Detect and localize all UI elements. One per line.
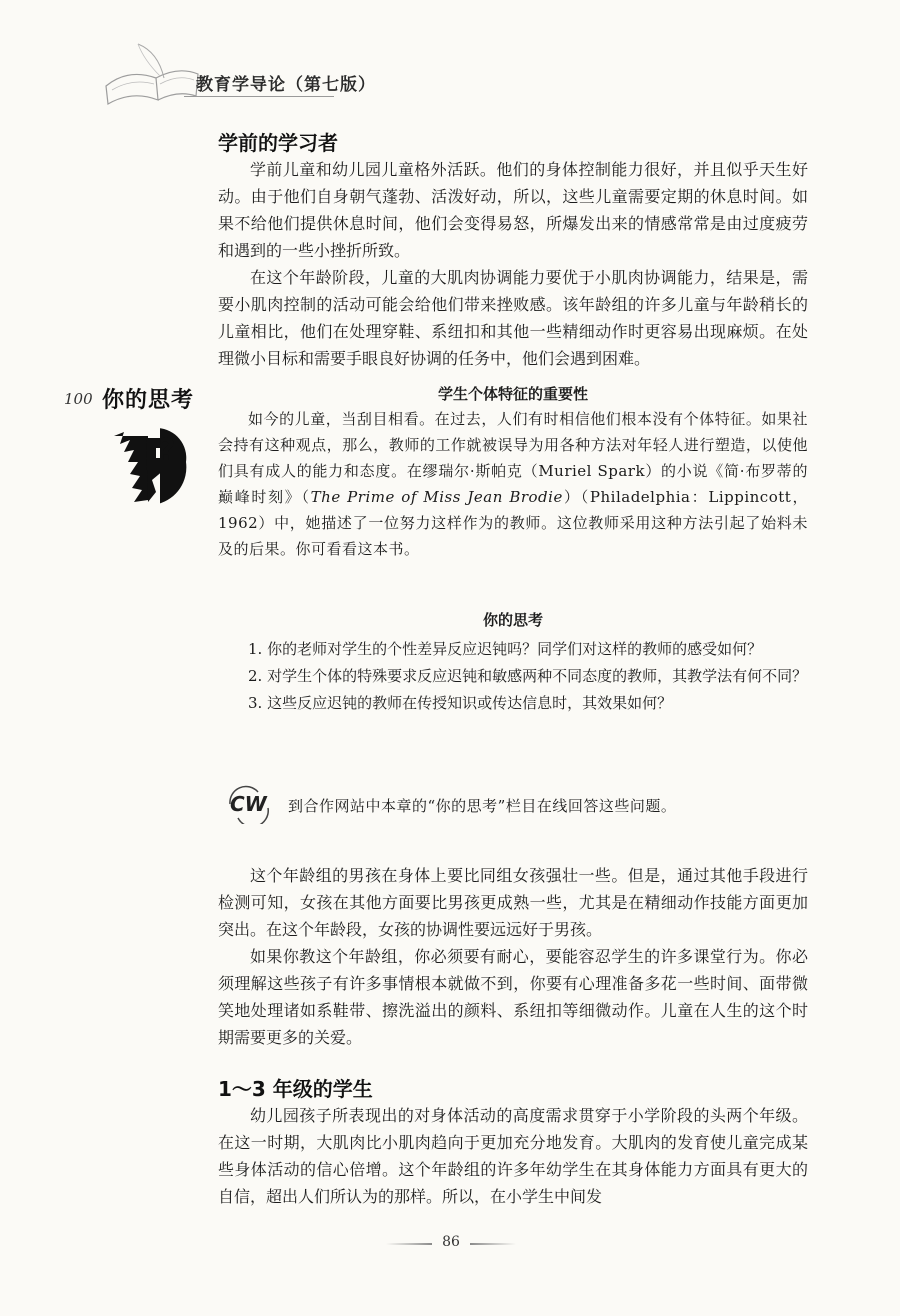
companion-website-note: 到合作网站中本章的“你的思考”栏目在线回答这些问题。: [288, 797, 677, 815]
header-rule: [184, 96, 334, 97]
box-title: 学生个体特征的重要性: [437, 385, 588, 403]
section-gender-differences: [218, 862, 808, 1051]
paragraph: 幼儿园孩子所表现出的对身体活动的高度需求贯穿于小学阶段的头两个年级。在这一时期，大肌肉比小肌肉趋向于更加充分地发育。大肌肉的发育使儿童完成某些身体活动的信心倍增。这个年龄组的许多年幼学生在其身体能力方面具有更大的自信，超出人们所认为的那样。所以，在小学生中间发: [218, 1106, 808, 1206]
paragraph: 在这个年龄阶段，儿童的大肌肉协调能力要优于小肌肉协调能力，结果是，需要小肌肉控制的活动可能会给他们带来挫败感。该年龄组的许多儿童与年龄稍长的儿童相比，他们在处理穿鞋、系纽扣和其他一些精细动作时更容易出现麻烦。在处理微小目标和需要手眼良好协调的任务中，他们会遇到困难。: [218, 268, 808, 368]
feature-box: [218, 382, 808, 562]
margin-number: 100: [64, 390, 93, 408]
page-number: 86: [442, 1234, 460, 1250]
paragraph: 如果你教这个年龄组，你必须要有耐心，要能容忍学生的许多课堂行为。你必须理解这些孩子有许多事情根本就做不到，你要有心理准备多花一些时间、面带微笑地处理诸如系鞋带、擦洗溢出的颜料、系纽扣等细微动作。儿童在人生的这个时期需要更多的关爱。: [218, 947, 808, 1047]
question-item: 1. 你的老师对学生的个性差异反应迟钝吗？同学们对这样的教师的感受如何？: [248, 640, 763, 658]
question-item: 2. 对学生个体的特殊要求反应迟钝和敏感两种不同态度的教师，其教学法有何不同？: [248, 667, 808, 685]
paragraph: 这个年龄组的男孩在身体上要比同组女孩强壮一些。但是，通过其他手段进行检测可知，女孩在其他方面要比男孩更成熟一些，尤其是在精细动作技能方面更加突出。在这个年龄段，女孩的协调性要远远好于男孩。: [218, 866, 808, 939]
questions-title: 你的思考: [482, 611, 543, 629]
footer-rule-left: [386, 1243, 432, 1245]
question-item: 3. 这些反应迟钝的教师在传授知识或传达信息时，其效果如何？: [248, 694, 673, 712]
margin-heading: 你的思考: [102, 388, 195, 413]
section-grades-1-3: [218, 1076, 808, 1210]
svg-text:CW: CW: [230, 792, 267, 816]
paragraph: 学前儿童和幼儿园儿童格外活跃。他们的身体控制能力很好，并且似乎天生好动。由于他们自身朝气蓬勃、活泼好动，所以，这些儿童需要定期的休息时间。如果不给他们提供休息时间，他们会变得易怒，所爆发出来的情感常常是由过度疲劳和遇到的一些小挫折所致。: [218, 160, 808, 260]
footer-rule-right: [470, 1243, 516, 1245]
questions-box: [218, 608, 808, 717]
thinking-head-question-icon: [108, 418, 188, 508]
running-title: 教育学导论（第七版）: [196, 75, 376, 95]
companion-website-cw-icon: [224, 784, 274, 824]
section-heading: 学前的学习者: [218, 131, 338, 155]
section-preschool: [218, 130, 808, 372]
box-text: 如今的儿童，当刮目相看。在过去，人们有时相信他们根本没有个体特征。如果社会持有这种观点，那么，教师的工作就被误导为用各种方法对年轻人进行塑造，以使他们具有成人的能力和态度。在缪瑞尔·斯帕克（Muriel Spark）的小说《简·布罗蒂的巅峰时刻》（The Prime of Miss Jean Brodie）（Philadelphia：Lippincott，1962）中，她描述了一位努力这样作为的教师。这位教师采用这种方法引起了始料未及的后果。你可看看这本书。: [218, 410, 808, 558]
svg-text:?: ?: [158, 433, 176, 468]
book-quill-decoration-icon: [98, 38, 210, 108]
section-heading: 1～3 年级的学生: [218, 1077, 373, 1101]
